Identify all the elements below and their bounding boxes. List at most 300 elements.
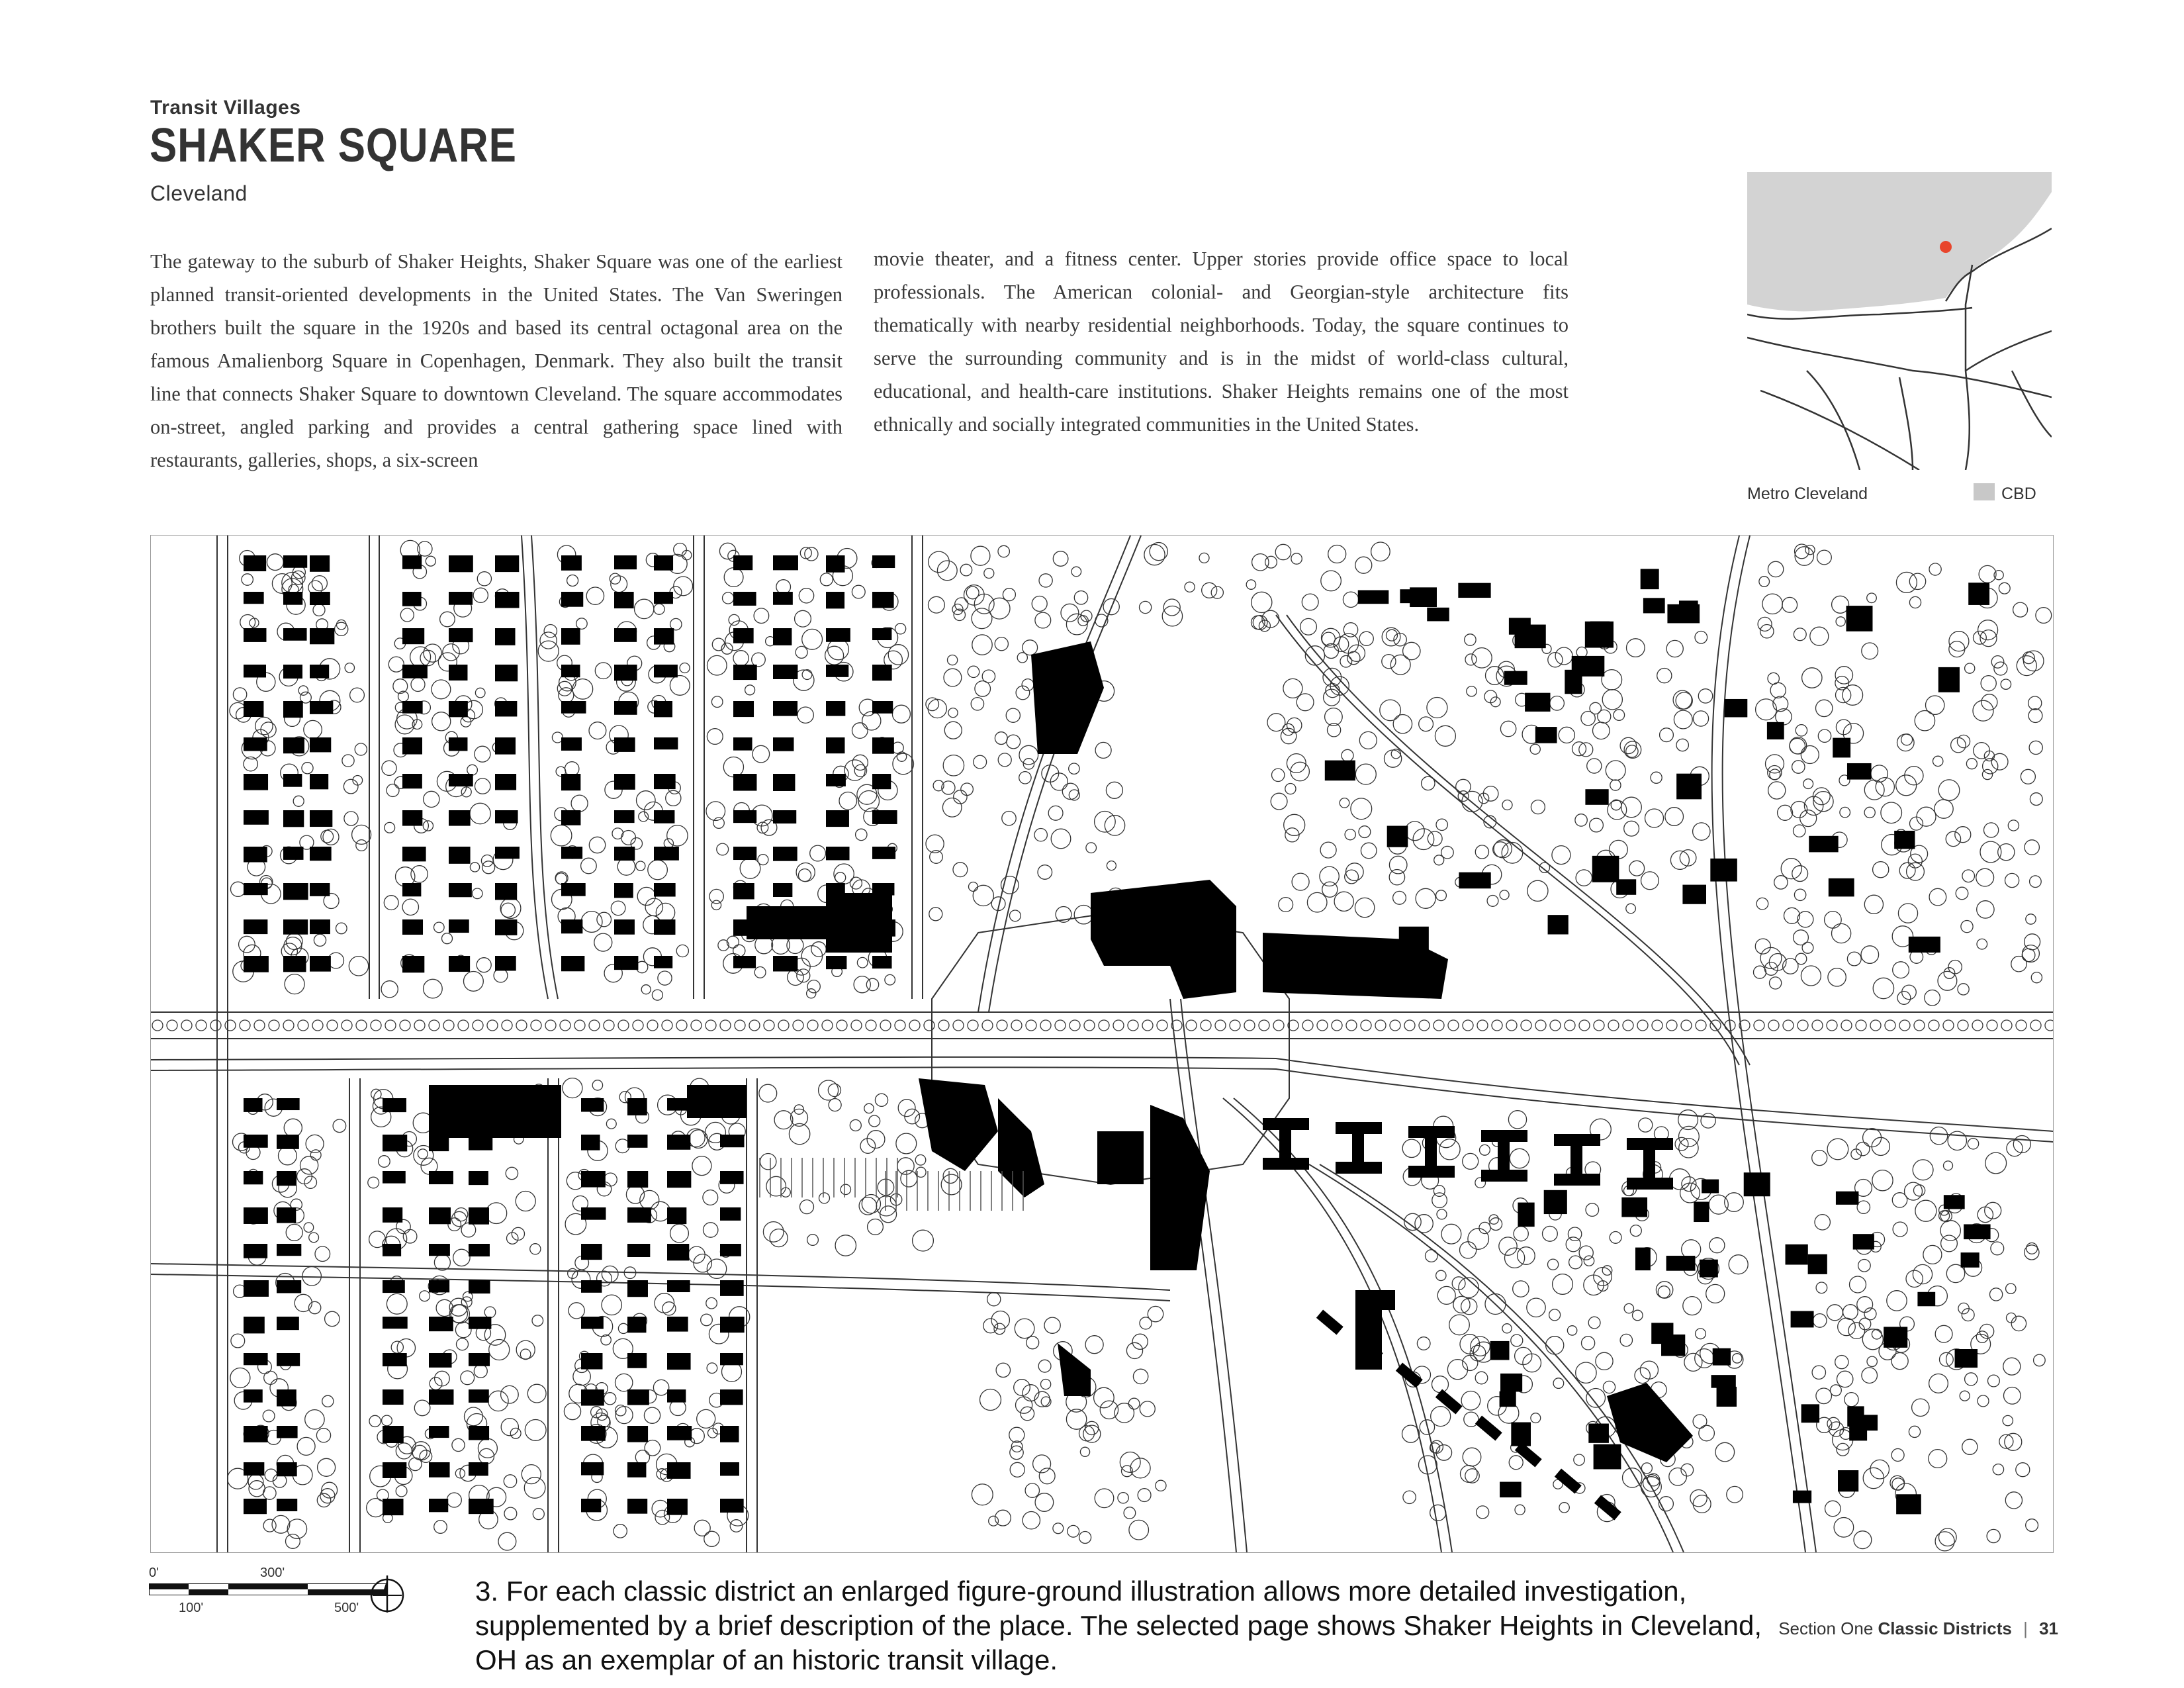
tree-canopy <box>1948 961 1962 974</box>
tree-canopy <box>461 1371 475 1385</box>
tree-canopy <box>568 1268 578 1278</box>
tree-canopy <box>527 1384 546 1403</box>
tree-canopy <box>1393 715 1412 733</box>
street-tree <box>647 1020 658 1031</box>
tree-canopy <box>320 1489 335 1503</box>
tree-canopy <box>501 1385 519 1403</box>
tree-canopy <box>701 1314 713 1326</box>
building-footprint <box>1475 1415 1502 1440</box>
tree-canopy <box>1827 1139 1848 1160</box>
street-tree <box>880 1020 891 1031</box>
tree-canopy <box>1810 627 1829 645</box>
house-footprint <box>277 1244 301 1256</box>
street-tree <box>895 1020 905 1031</box>
page-subtitle: Cleveland <box>150 181 248 205</box>
street-tree <box>1550 1020 1561 1031</box>
tree-canopy <box>1053 551 1068 567</box>
tree-canopy <box>1405 821 1424 841</box>
tree-canopy <box>1915 711 1934 731</box>
tree-canopy <box>1291 762 1309 780</box>
tree-canopy <box>387 784 399 797</box>
tree-canopy <box>1345 870 1359 884</box>
tree-canopy <box>343 779 358 794</box>
house-footprint <box>614 919 635 935</box>
tree-canopy <box>1836 617 1845 626</box>
house-footprint <box>469 1499 494 1514</box>
house-footprint <box>383 1353 407 1366</box>
tree-canopy <box>1984 823 1999 837</box>
tree-canopy <box>2034 1354 2046 1366</box>
tree-canopy <box>929 908 942 921</box>
tree-canopy <box>852 723 868 739</box>
tree-canopy <box>1847 952 1861 966</box>
tree-canopy <box>707 1363 717 1374</box>
house-footprint <box>720 1280 744 1296</box>
north-arrow-icon <box>367 1574 407 1614</box>
house-footprint <box>244 592 264 604</box>
tree-canopy <box>802 670 812 680</box>
inset-map-label: Metro Cleveland <box>1747 485 1868 503</box>
house-footprint <box>561 919 582 933</box>
tree-canopy <box>2030 793 2042 806</box>
tree-canopy <box>1669 1468 1687 1486</box>
tree-canopy <box>1430 1505 1446 1521</box>
tree-canopy <box>797 707 813 723</box>
building-footprint <box>1554 1174 1600 1186</box>
tree-canopy <box>1701 1113 1715 1128</box>
tree-canopy <box>1480 1145 1490 1155</box>
tree-canopy <box>1419 1456 1437 1474</box>
tree-canopy <box>800 547 811 559</box>
house-footprint <box>244 1426 268 1442</box>
house-footprint <box>495 883 517 900</box>
tree-canopy <box>926 835 944 853</box>
house-footprint <box>1666 1256 1696 1271</box>
tree-canopy <box>1881 802 1902 823</box>
tree-canopy <box>434 922 445 933</box>
tree-canopy <box>835 872 846 883</box>
house-footprint <box>720 1244 741 1256</box>
tree-canopy <box>230 702 246 719</box>
tree-canopy <box>1620 1334 1632 1346</box>
tree-canopy <box>472 888 482 899</box>
street-tree <box>924 1020 934 1031</box>
house-footprint <box>1744 1172 1770 1196</box>
tree-canopy <box>595 663 612 679</box>
house-footprint <box>627 1098 647 1115</box>
tree-canopy <box>1666 640 1683 657</box>
tree-canopy <box>1657 669 1672 683</box>
tree-canopy <box>355 743 367 755</box>
street-tree <box>2016 1020 2026 1031</box>
tree-canopy <box>1991 1242 2004 1255</box>
house-footprint <box>720 1135 745 1147</box>
tree-canopy <box>316 1429 330 1442</box>
tree-canopy <box>1857 1297 1873 1313</box>
page-footer <box>1721 1618 2058 1639</box>
house-footprint <box>1635 1248 1651 1271</box>
tree-canopy <box>231 882 246 896</box>
tree-canopy <box>1596 1352 1613 1370</box>
house-footprint <box>402 628 424 644</box>
street-tree <box>1754 1020 1764 1031</box>
house-footprint <box>277 1462 297 1476</box>
tree-canopy <box>1479 1222 1490 1233</box>
tree-canopy <box>1633 1310 1643 1321</box>
house-footprint <box>667 1317 688 1332</box>
tree-canopy <box>718 940 729 951</box>
street-tree <box>560 1020 570 1031</box>
tree-canopy <box>1816 1282 1827 1293</box>
tree-canopy <box>644 1407 660 1423</box>
building-footprint <box>919 1078 998 1171</box>
tree-canopy <box>1126 1342 1142 1358</box>
street-tree <box>1477 1020 1488 1031</box>
house-footprint <box>1909 937 1940 953</box>
tree-canopy <box>302 1267 322 1286</box>
tree-canopy <box>707 729 723 745</box>
house-footprint <box>627 1244 650 1257</box>
house-footprint <box>826 701 845 716</box>
tree-canopy <box>2028 709 2042 723</box>
house-footprint <box>720 1171 744 1184</box>
house-footprint <box>733 665 757 680</box>
street-tree <box>1069 1020 1080 1031</box>
tree-canopy <box>1641 1463 1652 1474</box>
tree-canopy <box>839 792 857 810</box>
tree-canopy <box>2025 934 2040 950</box>
tree-canopy <box>1460 1242 1477 1258</box>
house-footprint <box>310 628 334 644</box>
tree-canopy <box>867 1131 885 1149</box>
tree-canopy <box>336 923 347 934</box>
tree-canopy <box>1439 1139 1460 1160</box>
tree-canopy <box>1559 727 1574 743</box>
house-footprint <box>667 1244 689 1260</box>
tree-canopy <box>1132 1334 1148 1349</box>
tree-canopy <box>1864 895 1883 914</box>
building-footprint <box>1263 1158 1309 1170</box>
tree-canopy <box>1584 1256 1594 1266</box>
house-footprint <box>872 956 891 968</box>
tree-canopy <box>1291 553 1302 564</box>
tree-canopy <box>944 669 962 686</box>
street-tree <box>400 1020 410 1031</box>
tree-canopy <box>1079 1532 1091 1544</box>
tree-canopy <box>1861 946 1879 964</box>
tree-canopy <box>504 1475 516 1487</box>
tree-canopy <box>522 1465 541 1484</box>
tree-canopy <box>555 872 568 884</box>
street-tree <box>953 1020 964 1031</box>
street-tree <box>1273 1020 1284 1031</box>
tree-canopy <box>498 1532 516 1550</box>
tree-canopy <box>1422 776 1435 790</box>
house-footprint <box>561 701 586 714</box>
street-tree <box>225 1020 236 1031</box>
tree-canopy <box>953 863 968 877</box>
tree-canopy <box>1944 1161 1953 1170</box>
street-tree <box>1899 1020 1910 1031</box>
house-footprint <box>627 1280 648 1297</box>
house-footprint <box>1884 1327 1907 1347</box>
house-footprint <box>495 592 520 608</box>
tree-canopy <box>1343 623 1357 637</box>
street-tree <box>1244 1020 1255 1031</box>
tree-canopy <box>356 840 367 851</box>
house-footprint <box>773 737 794 751</box>
tree-canopy <box>475 688 485 698</box>
tree-canopy <box>763 1222 784 1243</box>
tree-canopy <box>279 1147 297 1165</box>
tree-canopy <box>1124 1507 1136 1519</box>
tree-canopy <box>1006 708 1020 722</box>
tree-canopy <box>1095 812 1116 833</box>
building-footprint <box>1150 1105 1210 1270</box>
street-tree <box>1929 1020 1939 1031</box>
footer-section: Section One <box>1778 1618 1874 1638</box>
tree-canopy <box>388 657 404 672</box>
tree-canopy <box>1863 1468 1884 1488</box>
building-footprint <box>429 1085 561 1138</box>
tree-canopy <box>350 688 365 702</box>
tree-canopy <box>464 972 484 992</box>
footer-separator: | <box>2023 1618 2028 1638</box>
house-footprint <box>429 1499 448 1512</box>
house-footprint <box>277 1353 300 1366</box>
tree-canopy <box>1014 1380 1030 1396</box>
house-footprint <box>654 774 676 789</box>
house-footprint <box>277 1389 296 1406</box>
house-footprint <box>495 956 516 970</box>
house-footprint <box>872 628 891 640</box>
tree-canopy <box>1812 1366 1825 1379</box>
tree-canopy <box>1891 1449 1904 1462</box>
cbd-legend-swatch <box>1974 483 1995 500</box>
house-footprint <box>429 1171 453 1184</box>
tree-canopy <box>1002 812 1016 825</box>
tree-canopy <box>1023 640 1038 655</box>
house-footprint <box>826 665 848 677</box>
tree-canopy <box>402 899 418 915</box>
tree-canopy <box>989 598 1010 619</box>
tree-canopy <box>1389 870 1404 885</box>
street-tree <box>866 1020 876 1031</box>
tree-canopy <box>1463 1153 1479 1169</box>
tree-canopy <box>1041 1380 1051 1389</box>
tree-canopy <box>655 1293 674 1313</box>
tree-canopy <box>440 612 455 627</box>
tree-canopy <box>2008 820 2019 831</box>
tree-canopy <box>1843 1305 1858 1320</box>
tree-canopy <box>1965 1373 1978 1385</box>
tree-canopy <box>1867 1356 1877 1366</box>
tree-canopy <box>2025 840 2039 855</box>
tree-canopy <box>621 831 636 845</box>
tree-canopy <box>1490 697 1500 707</box>
house-footprint <box>773 555 798 570</box>
house-footprint <box>244 628 266 642</box>
tree-canopy <box>434 1521 447 1534</box>
body-column-1: The gateway to the suburb of Shaker Heights, Shaker Square was one of the earliest planned transit-oriented developments in the United States. The Van Sweringen brothers built the square in the 1920s and based its central octagonal area on the famous Amalienborg Square in Copenhagen, Denmark. They also built the transit line that connects Shaker Square to downtown Cleveland. The square accommodates on-street, angled parking and provides a central gathering space lined with restaurants, galleries, shops, a six-screen <box>150 250 842 471</box>
house-footprint <box>581 1462 604 1476</box>
street-tree <box>210 1020 221 1031</box>
tree-canopy <box>344 812 358 825</box>
tree-canopy <box>1756 699 1777 720</box>
eyebrow-label: Transit Villages <box>150 97 301 118</box>
tree-canopy <box>1958 984 1969 995</box>
tree-canopy <box>995 637 1008 651</box>
tree-canopy <box>1941 1235 1958 1252</box>
tree-canopy <box>752 653 766 667</box>
tree-canopy <box>1416 888 1435 908</box>
tree-canopy <box>875 1094 887 1106</box>
tree-canopy <box>1624 741 1641 759</box>
street-tree <box>283 1020 294 1031</box>
tree-canopy <box>1781 859 1801 879</box>
house-footprint <box>614 628 637 642</box>
house-footprint <box>1767 722 1784 739</box>
tree-canopy <box>1909 1426 1920 1437</box>
street-tree <box>1346 1020 1357 1031</box>
page-number: 31 <box>2039 1618 2058 1638</box>
tree-canopy <box>948 655 958 665</box>
street-tree <box>1506 1020 1517 1031</box>
house-footprint <box>614 555 637 569</box>
house-footprint <box>244 555 266 571</box>
tree-canopy <box>1614 710 1625 721</box>
tree-canopy <box>810 845 826 861</box>
house-footprint <box>667 1280 690 1292</box>
house-footprint <box>495 701 517 716</box>
house-footprint <box>383 1426 404 1443</box>
tree-canopy <box>1934 800 1953 818</box>
street-tree <box>705 1020 716 1031</box>
street-tree <box>749 1020 760 1031</box>
tree-canopy <box>652 990 662 1000</box>
tree-canopy <box>1801 746 1819 764</box>
house-footprint <box>581 1244 602 1260</box>
tree-canopy <box>611 901 625 915</box>
tree-canopy <box>573 1368 590 1385</box>
house-footprint <box>667 1171 691 1188</box>
house-footprint <box>1968 583 1989 605</box>
house-footprint <box>310 665 329 679</box>
tree-canopy <box>1862 1368 1878 1383</box>
house-footprint <box>383 1207 402 1223</box>
tree-canopy <box>713 818 724 828</box>
tree-canopy <box>860 1139 876 1154</box>
street-tree <box>1710 1020 1721 1031</box>
tree-canopy <box>1340 798 1349 808</box>
tree-canopy <box>532 1315 543 1327</box>
house-footprint <box>244 1244 267 1258</box>
tree-canopy <box>285 974 304 994</box>
tree-canopy <box>533 1509 544 1520</box>
building-footprint <box>687 1085 747 1118</box>
tree-canopy <box>1893 1222 1907 1237</box>
house-footprint <box>720 1499 744 1513</box>
tree-canopy <box>1848 1323 1865 1339</box>
tree-canopy <box>610 573 620 584</box>
tree-canopy <box>467 765 478 775</box>
tree-canopy <box>1066 614 1087 635</box>
tree-canopy <box>745 685 755 695</box>
tree-canopy <box>1961 921 1973 933</box>
house-footprint <box>1896 1494 1921 1514</box>
tree-canopy <box>387 1293 407 1314</box>
house-footprint <box>449 883 472 897</box>
house-footprint <box>614 810 635 823</box>
tree-canopy <box>300 1156 318 1174</box>
tree-canopy <box>989 1516 999 1526</box>
tree-canopy <box>1465 634 1476 645</box>
house-footprint <box>244 665 266 677</box>
tree-canopy <box>1962 1309 1974 1321</box>
tree-canopy <box>1467 686 1477 696</box>
house-footprint <box>614 737 635 752</box>
tree-canopy <box>1957 735 1970 747</box>
street-tree <box>1856 1020 1866 1031</box>
house-footprint <box>283 665 302 679</box>
house-footprint <box>244 810 269 825</box>
tree-canopy <box>2022 949 2035 962</box>
house-footprint <box>654 737 678 749</box>
tree-canopy <box>1758 617 1772 631</box>
tree-canopy <box>1790 737 1807 755</box>
tree-canopy <box>461 1297 472 1307</box>
tree-canopy <box>2031 972 2042 983</box>
street-tree <box>196 1020 206 1031</box>
house-footprint <box>654 555 673 571</box>
house-footprint <box>654 592 673 604</box>
house-footprint <box>449 810 471 826</box>
house-footprint <box>654 883 676 897</box>
house-footprint <box>244 1353 268 1365</box>
house-footprint <box>1400 589 1424 603</box>
tree-canopy <box>1359 731 1377 749</box>
tree-canopy <box>1039 574 1052 587</box>
tree-canopy <box>996 1363 1010 1377</box>
house-footprint <box>627 1389 649 1405</box>
house-footprint <box>1511 1423 1531 1446</box>
street-tree <box>327 1020 338 1031</box>
tree-canopy <box>1106 782 1122 798</box>
tree-canopy <box>1976 868 1994 886</box>
tree-canopy <box>733 651 749 666</box>
house-footprint <box>244 1135 268 1148</box>
tree-canopy <box>2025 1245 2039 1260</box>
tree-canopy <box>2011 1316 2026 1331</box>
street-tree <box>1579 1020 1590 1031</box>
page-title: SHAKER SQUARE <box>150 119 517 172</box>
street-tree <box>851 1020 862 1031</box>
tree-canopy <box>488 1391 508 1411</box>
tree-canopy <box>788 969 803 985</box>
tree-canopy <box>998 545 1009 557</box>
tree-canopy <box>618 1323 628 1333</box>
building-footprint <box>1031 641 1104 754</box>
tree-canopy <box>1891 1353 1908 1370</box>
tree-canopy <box>1835 667 1852 684</box>
tree-canopy <box>1658 1286 1670 1298</box>
tree-canopy <box>1272 769 1285 781</box>
tree-canopy <box>984 569 994 579</box>
tree-canopy <box>1095 1489 1114 1508</box>
house-footprint <box>1710 859 1737 882</box>
tree-canopy <box>1709 1195 1728 1214</box>
tree-canopy <box>1107 861 1116 870</box>
